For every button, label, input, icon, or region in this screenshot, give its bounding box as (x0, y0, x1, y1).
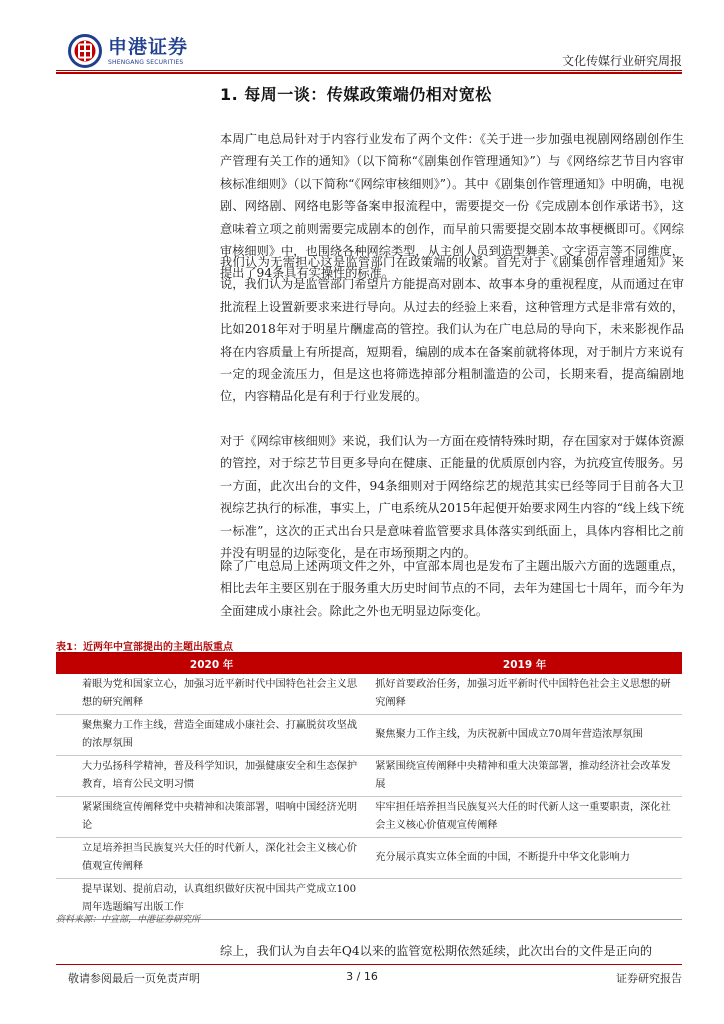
footer-doc-type: 证券研究报告 (616, 972, 682, 985)
paragraph-3: 对于《网综审核细则》来说，我们认为一方面在疫情特殊时期，存在国家对于媒体资源的管控，对于综艺节目更多导向在健康、正能量的优质原创内容，为抗疫宣传服务。另一方面，此次出台的文件，94条细则对于网络综艺的规范其实已经等同于目前各大卫视综艺执行的标准，事实上，广电系统从2015年起便开始要求网生内容的“线上线下统一标准”，这次的正式出台只是意味着监管要求具体落实到纸面上，具体内容相比之前并没有明显的边际变化，是在市场预期之内的。 (220, 434, 684, 561)
table-cell-2019 (367, 879, 682, 920)
publishing-focus-table (56, 652, 682, 920)
paragraph-2: 我们认为无需担心这是监管部门在政策端的收紧。首先对于《剧集创作管理通知》来说，我们认为是监管部门希望片方能提高对剧本、故事本身的重视程度，从而通过在审批流程上设置新要求来进行导向。从过去的经验上来看，这种管理方式是非常有效的，比如2018年对于明星片酬虚高的管控。我们认为在广电总局的导向下，未来影视作品将在内容质量上有所提高，短期看，编剧的成本在备案前就将体现，对于制片方来说有一定的现金流压力，但是这也将筛选掉部分粗制滥造的公司，长期来看，提高编剧地位，内容精品化是有利于行业发展的。 (220, 255, 684, 404)
paragraph-5: 综上，我们认为自去年Q4以来的监管宽松期依然延续，此次出台的文件是正向的 (220, 944, 653, 958)
report-type: 文化传媒行业研究周报 (561, 54, 682, 68)
header-divider-thin (56, 70, 682, 71)
section-title: 1. 每周一谈：传媒政策端仍相对宽松 (220, 85, 492, 104)
logo-chinese-name: 申港证券 (108, 35, 189, 58)
footer-disclaimer: 敬请参阅最后一页免责声明 (68, 972, 200, 985)
table-cell-2020: 提早谋划、提前启动，认真组织做好庆祝中国共产党成立100周年选题编写出版工作 (56, 879, 367, 920)
table-cell-2020: 紧紧围绕宣传阐释党中央精神和决策部署，唱响中国经济光明论 (56, 797, 367, 838)
table-cell-2020: 大力弘扬科学精神，普及科学知识，加强健康安全和生态保护教育，培育公民文明习惯 (56, 756, 367, 797)
table-cell-2019: 充分展示真实立体全面的中国，不断提升中华文化影响力 (367, 838, 682, 879)
logo-english-name: SHENGANG SECURITIES (108, 58, 184, 66)
paragraph-1: 本周广电总局针对于内容行业发布了两个文件：《关于进一步加强电视剧网络剧创作生产管理有关工作的通知》（以下简称“《剧集创作管理通知》”）与《网络综艺节目内容审核标准细则》（以下简称“《网综审核细则》”）。其中《剧集创作管理通知》中明确，电视剧、网络剧、网络电影等备案申报流程中，需要提交一份《完成剧本创作承诺书》，这意味着立项之前则需要完成剧本的创作，而早前只需要提交剧本故事梗概即可。《网综审核细则》中，也围绕各种网综类型，从主创人员到造型舞美、文字语言等不同维度，提出了94条具有实操性的标准。 (220, 132, 684, 281)
header-divider-thick (56, 72, 682, 74)
table-source-note: 资料来源：中宣部，申港证券研究所 (56, 915, 201, 925)
table-title: 表1：近两年中宣部提出的主题出版重点 (56, 642, 233, 653)
table-row (56, 838, 682, 879)
column-header-2019: 2019 年 (367, 654, 682, 674)
table-cell-2019: 紧紧围绕宣传阐释中央精神和重大决策部署，推动经济社会改革发展 (367, 756, 682, 797)
paragraph-4: 除了广电总局上述两项文件之外，中宣部本周也是发布了主题出版六方面的选题重点，相比去年主要区别在于服务重大历史时间节点的不同，去年为建国七十周年，而今年为全面建成小康社会。除此之外也无明显边际变化。 (220, 559, 684, 618)
table-row (56, 715, 682, 756)
table-cell-2019: 牢牢担任培养担当民族复兴大任的时代新人这一重要职责，深化社会主义核心价值观宣传阐释 (367, 797, 682, 838)
table-row (56, 797, 682, 838)
table-cell-2020: 着眼为党和国家立心，加强习近平新时代中国特色社会主义思想的研究阐释 (56, 674, 367, 715)
table-cell-2019: 聚焦聚力工作主线，为庆祝新中国成立70周年营造浓厚氛围 (367, 715, 682, 756)
page-number: 3 / 16 (346, 970, 378, 983)
table-row (56, 756, 682, 797)
company-logo (68, 34, 188, 68)
table-cell-2020: 聚焦聚力工作主线，营造全面建成小康社会、打赢脱贫攻坚战的浓厚氛围 (56, 715, 367, 756)
logo-emblem-icon (68, 34, 102, 68)
page-header (0, 0, 724, 76)
table-cell-2019: 抓好首要政治任务，加强习近平新时代中国特色社会主义思想的研究阐释 (367, 674, 682, 715)
table-row (56, 674, 682, 715)
table-header-row (56, 654, 682, 674)
footer-divider (56, 964, 682, 965)
table-cell-2020: 立足培养担当民族复兴大任的时代新人，深化社会主义核心价值观宣传阐释 (56, 838, 367, 879)
column-header-2020: 2020 年 (56, 654, 367, 674)
